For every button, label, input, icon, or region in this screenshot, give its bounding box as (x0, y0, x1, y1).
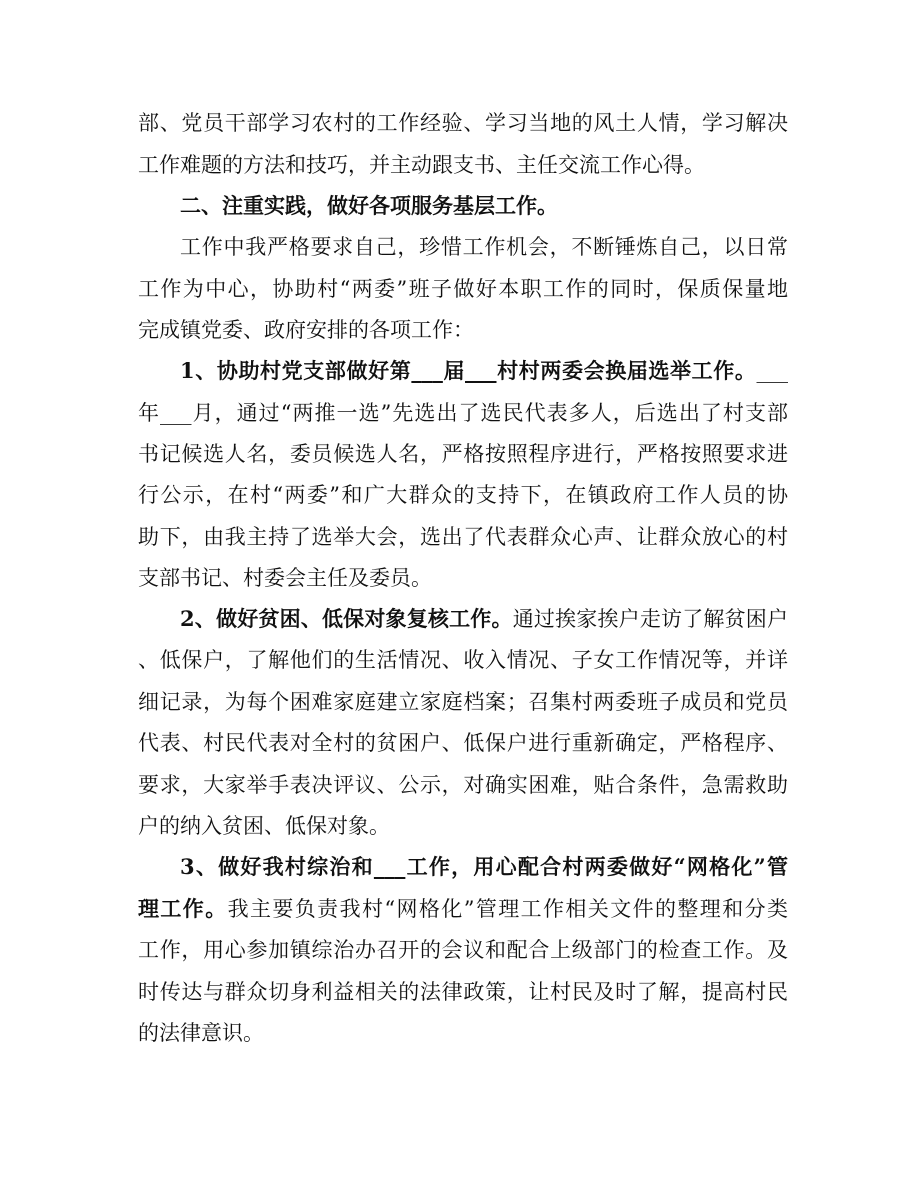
item-2-text: 通过挨家挨户走访了解贫困户 (512, 607, 788, 631)
paragraph-line: 细记录，为每个困难家庭建立家庭档案；召集村两委班子成员和党员 (138, 690, 788, 714)
paragraph-line: 工作中我严格要求自己，珍惜工作机会，不断锤炼自己，以日常 (180, 235, 788, 259)
paragraph-line: 工作难题的方法和技巧，并主动跟支书、主任交流工作心得。 (138, 153, 705, 177)
paragraph-line: 工作，用心参加镇综治办召开的会议和配合上级部门的检查工作。及 (138, 938, 788, 962)
item-1-first-line (180, 354, 788, 388)
paragraph-line: 书记候选人名，委员候选人名，严格按照程序进行，严格按照要求进 (138, 442, 788, 466)
paragraph-line: 工作为中心，协助村“两委”班子做好本职工作的同时，保质保量地 (138, 277, 788, 301)
paragraph-line: 户的纳入贫困、低保对象。 (138, 814, 390, 838)
paragraph-line: 助下，由我主持了选举大会，选出了代表群众心声、让群众放心的村 (138, 525, 788, 549)
paragraph-line: 时传达与群众切身利益相关的法律政策，让村民及时了解，提高村民 (138, 980, 788, 1004)
paragraph-line: 、低保户，了解他们的生活情况、收入情况、子女工作情况等，并详 (138, 648, 788, 672)
item-2-heading: 2、做好贫困、低保对象复核工作。 (180, 606, 513, 631)
paragraph-line: 部、党员干部学习农村的工作经验、学习当地的风土人情，学习解决 (138, 111, 788, 135)
paragraph-line: 的法律意识。 (138, 1021, 264, 1045)
paragraph-line: 年___月，通过“两推一选”先选出了选民代表多人，后选出了村支部 (138, 401, 788, 425)
item-1-heading: 1、协助村党支部做好第___届___村村两委会换届选举工作。 (180, 358, 757, 383)
item-3-second-line (138, 892, 788, 926)
item-3-heading-end: 理工作。 (138, 896, 228, 921)
paragraph-line: 代表、村民代表对全村的贫困户、低保户进行重新确定，严格程序、 (138, 731, 788, 755)
item-1-blank: ___ (756, 359, 788, 383)
section-heading: 二、注重实践，做好各项服务基层工作。 (180, 193, 558, 218)
paragraph-line: 行公示，在村“两委”和广大群众的支持下，在镇政府工作人员的协 (138, 483, 788, 507)
item-3-text: 我主要负责我村“网格化”管理工作相关文件的整理和分类 (227, 897, 788, 921)
item-3-heading: 3、做好我村综治和___工作，用心配合村两委做好“网格化”管 (180, 854, 788, 879)
paragraph-line: 支部书记、村委会主任及委员。 (138, 566, 432, 590)
paragraph-line: 要求，大家举手表决评议、公示，对确实困难，贴合条件，急需救助 (138, 773, 788, 797)
item-2-first-line (180, 602, 788, 636)
paragraph-line: 完成镇党委、政府安排的各项工作： (138, 318, 474, 342)
